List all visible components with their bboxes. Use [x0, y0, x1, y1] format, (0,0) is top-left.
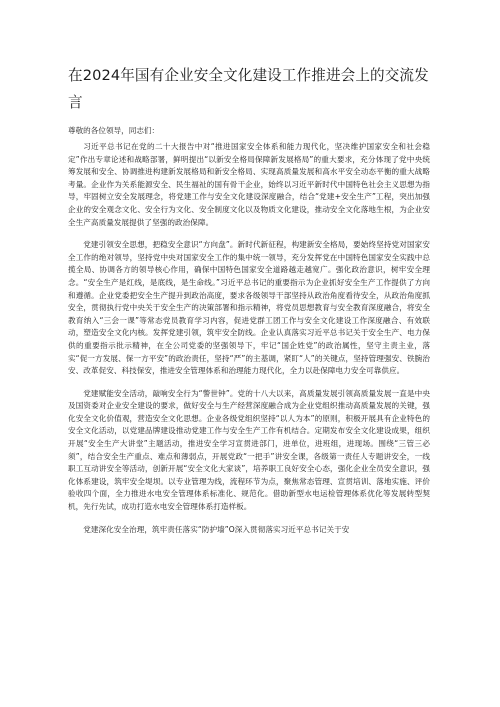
paragraph-4: 党建深化安全治理，筑牢责任落实“防护墙”O深入贯彻落实习近平总书记关于安 — [83, 524, 350, 534]
paragraph-1: 习近平总书记在党的二十大报告中对“推进国家安全体系和能力现代化，坚决维护国家安全和社会稳定”作出专章论述和战略部署，鲜明提出“以新安全格局保障新发展格局”的重大要求，充分体现了党中央统筹发展和安全、协调推进构建新发展格局和新安全格局、实现高质量发展和高水平安全动态平衡的重大战略考量。企业作为关系能源安全、民生福祉的国有骨干企业，始终以习近平新时代中国特色社会主义思想为指导，牢固树立安全发展理念，将党建工作与安全文化建设深度融合，结合“党建+安全生产”工程，突出加强企业的安全观念文化、安全行为文化、安全制度文化以及物质文化建设，推动安全文化落地生根，为企业安全生产高质量发展提供了坚强的政治保障。 — [68, 142, 430, 227]
salutation: 尊敬的各位领导，同志们： — [68, 126, 160, 135]
paragraph-3: 党建赋能安全活动，敲响安全行为“警世钟”。党的十八大以来，高质量发展引领高质量发展一直是中央及国资委对企业安全建设的要求，做好安全与生产经营深度融合成为企业党组织推动高质量发展的关键，强化安全文化价值观，营造安全文化思想。企业各级党组织坚持“以人为本”的原则，积极开展具有企业特色的安全文化活动，以党建品牌建设推动党建工作与安全生产工作有机结合。定期发布安全文化建设成果，组织开展“安全生产大讲堂”主题活动，推进安全学习宣贯进部门，进单位，进班组，进现场。围绕“三管三必须”，结合安全生产重点、难点和薄弱点，开展党政“一把手”讲安全课，各级第一责任人专题讲安全，一线职工互动讲安全等活动，创新开展“安全文化大家谈”，培养职工良好安全心态，强化企业全员安全意识，强化体系建设，筑牢安全堤坝。以专业管理为线，流程环节为点，聚焦常态管理、宣贯培训、落地实施、评价验收四个面，全力推进水电安全管理体系标准化、规范化。借助新型水电运检管理体系优化等发展转型契机，先行先试，成功打造水电安全管理体系打造样板。 — [68, 388, 430, 512]
document-page — [68, 62, 430, 536]
document-title: 在2024年国有企业安全文化建设工作推进会上的交流发言 — [68, 67, 429, 111]
paragraph-2: 党建引领安全思想，把稳安全意识“方向盘”。新时代新征程，构建新安全格局，要始终坚持党对国家安全工作的绝对领导，坚持党中央对国家安全工作的集中统一领导，充分发挥党在中国特色国家安全实践中总揽全局、协调各方的领导核心作用，确保中国特色国家安全道路越走越宽广。强化政治意识，树牢安全理念。“安全生产是红线，是底线，是生命线。”习近平总书记的重要指示为企业抓好安全生产工作提供了方向和遵循。企业党委把安全生产提升到政治高度，要求各级领导干部坚持从政治角度看待安全，从政治角度抓安全，贯彻执行党中央关于安全生产的决策部署和指示精神，将党员思想教育与安全教育深度融合，将安全教育纳入“三会一课”等常态党员教育学习内容，促进党群工团工作与安全文化建设工作深度融合、有效联动，塑造安全文化内核。发挥党建引领，筑牢安全防线。企业认真落实习近平总书记关于安全生产、电力保供的重要指示批示精神，在全公司党委的坚强领导下，牢记“国企姓党”的政治属性，坚守主责主业，落实“促一方发展、保一方平安”的政治责任，坚持“严”的主基调，紧盯“人”的关键点，坚持管理强安、铁腕治安、改革促安、科技保安，推进安全管理体系和治理能力现代化，全力以赴保障电力安全可靠供应。 — [68, 240, 430, 376]
